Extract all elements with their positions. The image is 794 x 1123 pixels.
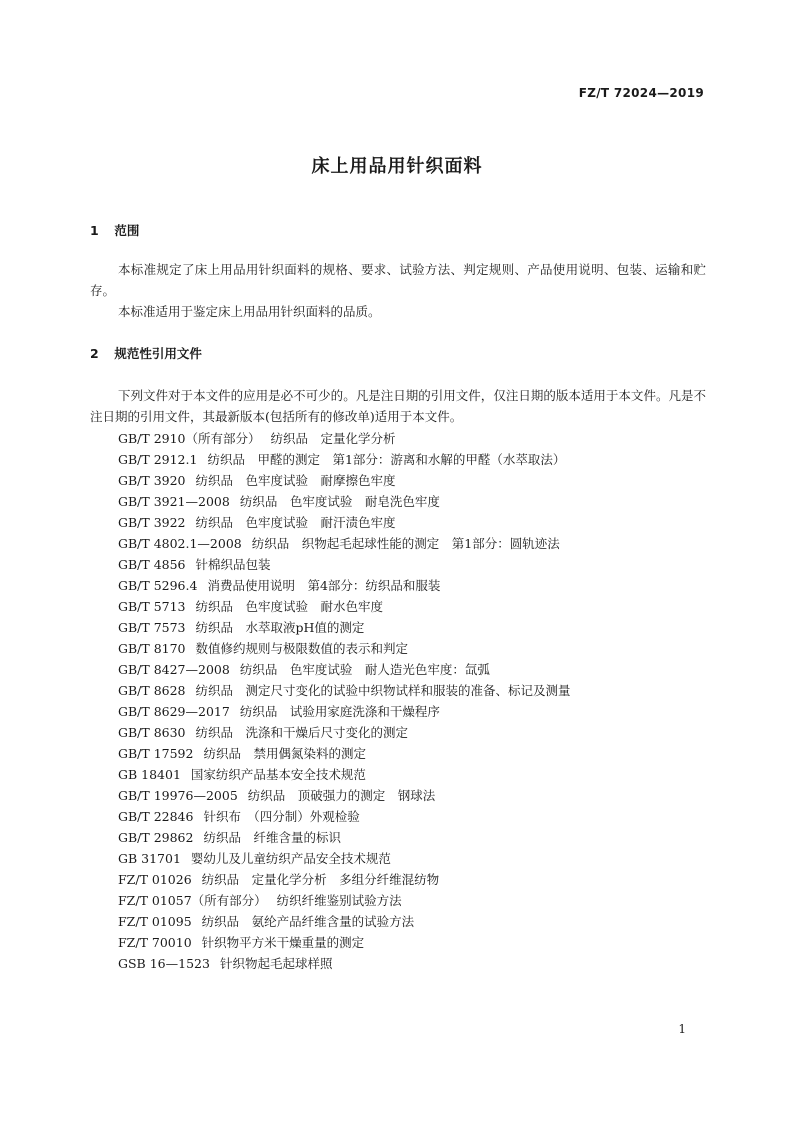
reference-title: 婴幼儿及儿童纺织产品安全技术规范 [190,851,391,866]
reference-code: GB/T 8170 [118,641,186,656]
reference-code: FZ/T 70010 [118,935,192,950]
reference-item [118,428,708,449]
reference-code: GB/T 7573 [118,620,186,635]
reference-title: 纺织纤维鉴别试验方法 [276,893,402,908]
reference-item [118,659,708,680]
reference-title: 纺织品 定量化学分析 多组分纤维混纺物 [201,872,440,887]
reference-code: GB/T 3920 [118,473,186,488]
reference-code: FZ/T 01057（所有部分） [118,893,267,908]
reference-item [118,953,708,974]
reference-title: 国家纺织产品基本安全技术规范 [190,767,366,782]
reference-item [118,743,708,764]
reference-title: 针织布 （四分制）外观检验 [203,809,360,824]
reference-title: 纺织品 色牢度试验 耐摩擦色牢度 [195,473,396,488]
reference-code: GB/T 3921—2008 [118,494,230,509]
reference-title: 纺织品 氨纶产品纤维含量的试验方法 [201,914,415,929]
reference-code: GB/T 2910（所有部分） [118,431,261,446]
reference-code: GB/T 17592 [118,746,194,761]
reference-code: GB 18401 [118,767,181,782]
standard-code: FZ/T 72024—2019 [578,86,704,100]
reference-title: 纺织品 顶破强力的测定 钢球法 [247,788,436,803]
reference-item [118,533,708,554]
reference-item [118,470,708,491]
reference-title: 纺织品 洗涤和干燥后尺寸变化的测定 [195,725,409,740]
reference-title: 消费品使用说明 第4部分：纺织品和服装 [207,578,441,593]
reference-title: 纺织品 试验用家庭洗涤和干燥程序 [239,704,440,719]
reference-item [118,848,708,869]
reference-item [118,701,708,722]
scope-paragraph-1: 本标准规定了床上用品用针织面料的规格、要求、试验方法、判定规则、产品使用说明、包装、运输和贮存。 [90,262,706,298]
reference-item [118,638,708,659]
section-1-heading [90,221,139,239]
reference-title: 纺织品 织物起毛起球性能的测定 第1部分：圆轨迹法 [251,536,560,551]
reference-item [118,869,708,890]
reference-title: 纺织品 色牢度试验 耐皂洗色牢度 [239,494,440,509]
section-number: 2 [90,346,99,361]
reference-code: GB/T 8628 [118,683,186,698]
reference-title: 纺织品 纤维含量的标识 [203,830,341,845]
reference-item [118,806,708,827]
reference-code: GB/T 2912.1 [118,452,198,467]
reference-code: GSB 16—1523 [118,956,210,971]
reference-title: 纺织品 水萃取液pH值的测定 [195,620,365,635]
reference-item [118,512,708,533]
reference-code: GB/T 22846 [118,809,194,824]
reference-item [118,785,708,806]
reference-item [118,596,708,617]
section-number: 1 [90,223,99,238]
reference-item [118,911,708,932]
reference-title: 数值修约规则与极限数值的表示和判定 [195,641,409,656]
reference-item [118,575,708,596]
scope-paragraph-2: 本标准适用于鉴定床上用品用针织面料的品质。 [118,304,381,319]
reference-code: GB/T 4802.1—2008 [118,536,242,551]
reference-title: 纺织品 禁用偶氮染料的测定 [203,746,366,761]
reference-item [118,722,708,743]
page-number: 1 [678,1022,686,1036]
reference-item [118,890,708,911]
reference-title: 纺织品 色牢度试验 耐水色牢度 [195,599,384,614]
reference-title: 纺织品 测定尺寸变化的试验中织物试样和服装的准备、标记及测量 [195,683,571,698]
reference-item [118,764,708,785]
reference-list [118,428,708,974]
reference-code: GB/T 5713 [118,599,186,614]
reference-code: FZ/T 01095 [118,914,192,929]
reference-item [118,617,708,638]
reference-code: GB/T 19976—2005 [118,788,238,803]
reference-item [118,680,708,701]
reference-code: GB/T 29862 [118,830,194,845]
reference-item [118,554,708,575]
reference-item [118,491,708,512]
reference-code: GB/T 5296.4 [118,578,198,593]
reference-item [118,932,708,953]
reference-title: 纺织品 甲醛的测定 第1部分：游离和水解的甲醛（水萃取法） [207,452,566,467]
reference-item [118,827,708,848]
reference-title: 针棉织品包装 [195,557,271,572]
reference-code: GB 31701 [118,851,181,866]
reference-title: 纺织品 色牢度试验 耐人造光色牢度：氙弧 [239,662,490,677]
reference-title: 纺织品 色牢度试验 耐汗渍色牢度 [195,515,396,530]
section-2-heading [90,344,202,362]
reference-item [118,449,708,470]
document-title: 床上用品用针织面料 [311,156,483,177]
reference-title: 针织物平方米干燥重量的测定 [201,935,365,950]
reference-title: 针织物起毛起球样照 [219,956,333,971]
section-title: 范围 [114,223,140,238]
reference-code: GB/T 8630 [118,725,186,740]
reference-title: 纺织品 定量化学分析 [270,431,396,446]
reference-code: GB/T 8427—2008 [118,662,230,677]
section-title: 规范性引用文件 [114,346,202,361]
reference-code: GB/T 3922 [118,515,186,530]
reference-code: FZ/T 01026 [118,872,192,887]
reference-code: GB/T 4856 [118,557,186,572]
reference-code: GB/T 8629—2017 [118,704,230,719]
normative-references-intro: 下列文件对于本文件的应用是必不可少的。凡是注日期的引用文件，仅注日期的版本适用于本文件。凡是不注日期的引用文件，其最新版本(包括所有的修改单)适用于本文件。 [90,388,706,424]
